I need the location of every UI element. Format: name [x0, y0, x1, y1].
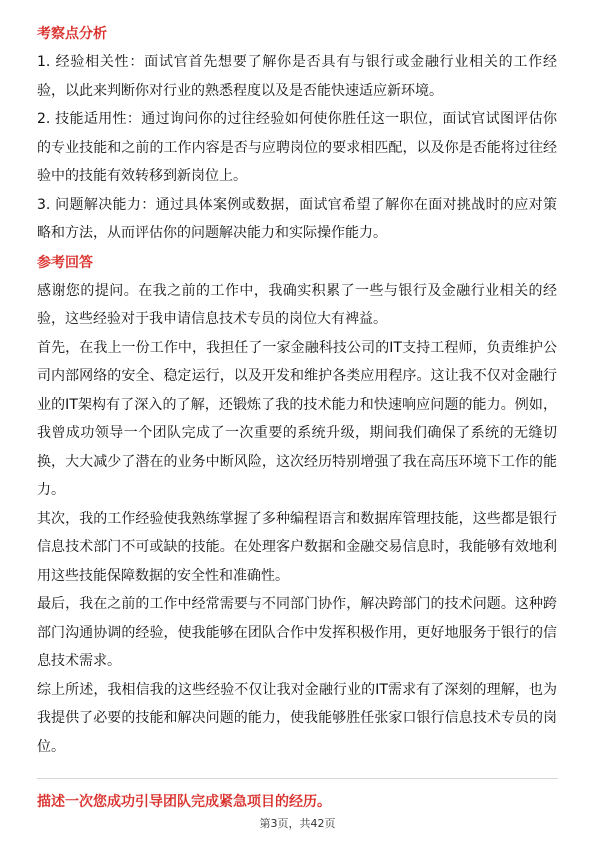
analysis-point-2: 2. 技能适用性：通过询问你的过往经验如何使你胜任这一职位，面试官试图评估你的专业技能和之前的工作内容是否与应聘岗位的要求相匹配，以及你是否能将过往经验中的技能有效转移到新岗位上。 [37, 111, 557, 184]
reference-paragraph-4: 最后，我在之前的工作中经常需要与不同部门协作，解决跨部门的技术问题。这种跨部门沟通协调的经验，使我能够在团队合作中发挥积极作用，更好地服务于银行的信息技术需求。 [37, 596, 557, 669]
analysis-point-1: 1. 经验相关性：面试官首先想要了解你是否具有与银行或金融行业相关的工作经验，以此来判断你对行业的熟悉程度以及是否能快速适应新环境。 [37, 54, 557, 99]
reference-paragraph-3: 其次，我的工作经验使我熟练掌握了多种编程语言和数据库管理技能，这些都是银行信息技术部门不可或缺的技能。在处理客户数据和金融交易信息时，我能够有效地利用这些技能保障数据的安全性和准确性。 [37, 510, 557, 584]
analysis-heading: 考察点分析 [37, 26, 107, 42]
next-question: 描述一次您成功引导团队完成紧急项目的经历。 [37, 794, 331, 810]
reference-paragraph-2: 首先，在我上一份工作中，我担任了一家金融科技公司的IT支持工程师，负责维护公司内部网络的安全、稳定运行，以及开发和维护各类应用程序。这让我不仅对金融行业的IT架构有了深入的了解，还锻炼了我的技术能力和快速响应问题的能力。例如，我曾成功领导一个团队完成了一次重要的系统升级，期间我们确保了系统的无缝切换，大大减少了潜在的业务中断风险，这次经历特别增强了我在高压环境下工作的能力。 [37, 339, 557, 498]
content-area [37, 24, 557, 761]
analysis-point-3: 3. 问题解决能力：通过具体案例或数据，面试官希望了解你在面对挑战时的应对策略和方法，从而评估你的问题解决能力和实际操作能力。 [37, 196, 557, 241]
page-number: 第3页，共42页 [259, 817, 336, 830]
reference-paragraph-1: 感谢您的提问。在我之前的工作中，我确实积累了一些与银行及金融行业相关的经验，这些经验对于我申请信息技术专员的岗位大有裨益。 [37, 282, 557, 327]
reference-heading: 参考回答 [37, 254, 93, 271]
reference-paragraph-5: 综上所述，我相信我的这些经验不仅让我对金融行业的IT需求有了深刻的理解，也为我提供了必要的技能和解决问题的能力，使我能够胜任张家口银行信息技术专员的岗位。 [37, 681, 557, 755]
divider-line [37, 778, 558, 779]
